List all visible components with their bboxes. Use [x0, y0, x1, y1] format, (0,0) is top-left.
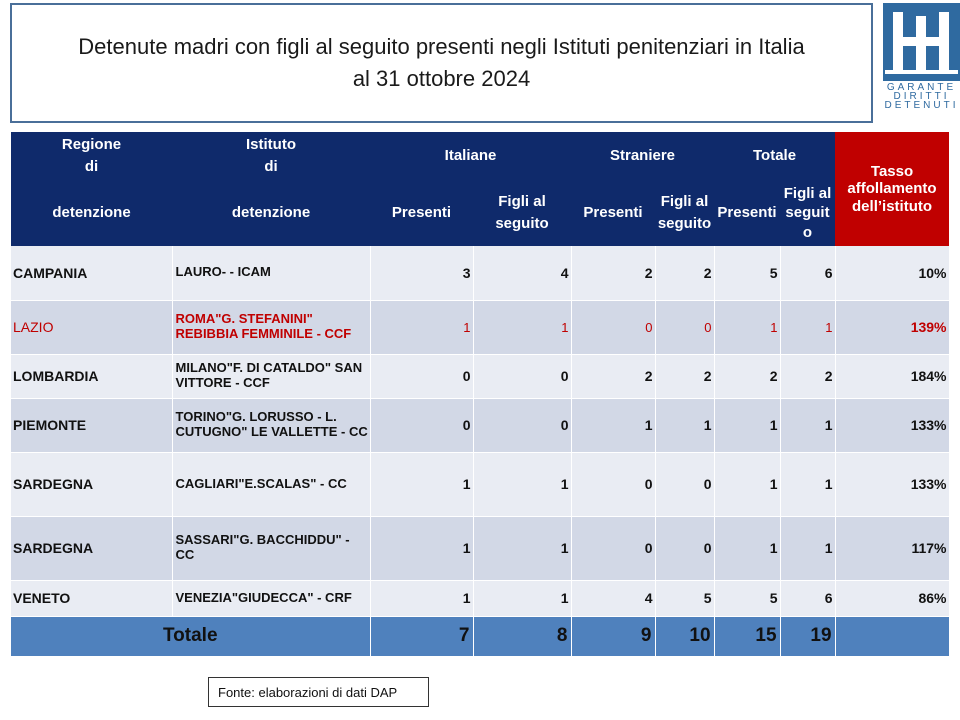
cell-str-figli: 5	[655, 580, 714, 616]
cell-istituto: ROMA"G. STEFANINI" REBIBBIA FEMMINILE - CCF	[172, 300, 370, 354]
header-tot-figli: Figli al seguit o	[780, 180, 835, 246]
header-regione-top: Regione di	[11, 132, 172, 180]
header-regione-bottom: detenzione	[11, 180, 172, 246]
cell-tot-presenti: 5	[714, 246, 780, 300]
logo-text-2: DIRITTI	[893, 91, 950, 102]
cell-str-presenti: 0	[571, 452, 655, 516]
cell-tot-presenti: 1	[714, 516, 780, 580]
detenute-table	[11, 132, 950, 656]
garante-logo-icon	[883, 3, 960, 81]
cell-ita-presenti: 1	[370, 300, 473, 354]
cell-tot-presenti: 2	[714, 354, 780, 398]
cell-ita-presenti: 1	[370, 516, 473, 580]
cell-tasso: 139%	[835, 300, 949, 354]
cell-tot-presenti: 1	[714, 300, 780, 354]
cell-regione: CAMPANIA	[11, 246, 172, 300]
header-str-figli: Figli al seguito	[655, 180, 714, 246]
header-tot-presenti: Presenti	[714, 180, 780, 246]
cell-str-figli: 1	[655, 398, 714, 452]
cell-tot-figli: 1	[780, 398, 835, 452]
cell-ita-figli: 1	[473, 452, 571, 516]
table-row	[11, 398, 949, 452]
page-title-line-2: al 31 ottobre 2024	[352, 66, 531, 91]
cell-ita-presenti: 1	[370, 452, 473, 516]
header-row-1	[11, 132, 949, 180]
table-row	[11, 580, 949, 616]
cell-ita-presenti: 0	[370, 398, 473, 452]
totals-row	[11, 616, 949, 656]
cell-istituto: LAURO- - ICAM	[172, 246, 370, 300]
header-tasso: Tasso affollamento dell’istituto	[835, 132, 949, 246]
cell-regione: VENETO	[11, 580, 172, 616]
table-row	[11, 452, 949, 516]
cell-tot-presenti: 5	[714, 580, 780, 616]
cell-ita-presenti: 0	[370, 354, 473, 398]
cell-istituto: CAGLIARI"E.SCALAS" - CC	[172, 452, 370, 516]
header-row-2	[11, 180, 949, 246]
cell-tot-figli: 2	[780, 354, 835, 398]
total-tot-presenti: 15	[714, 616, 780, 656]
cell-tot-figli: 1	[780, 516, 835, 580]
total-ita-figli: 8	[473, 616, 571, 656]
header-istituto-bottom: detenzione	[172, 180, 370, 246]
header-ita-presenti: Presenti	[370, 180, 473, 246]
cell-ita-figli: 0	[473, 354, 571, 398]
cell-tasso: 184%	[835, 354, 949, 398]
cell-ita-figli: 0	[473, 398, 571, 452]
cell-regione: LOMBARDIA	[11, 354, 172, 398]
logo-text-1: GARANTE	[886, 82, 957, 93]
total-ita-presenti: 7	[370, 616, 473, 656]
cell-regione: LAZIO	[11, 300, 172, 354]
cell-tot-figli: 1	[780, 452, 835, 516]
header-str-presenti: Presenti	[571, 180, 655, 246]
cell-regione: SARDEGNA	[11, 452, 172, 516]
cell-tot-presenti: 1	[714, 398, 780, 452]
cell-regione: SARDEGNA	[11, 516, 172, 580]
header-totale: Totale	[714, 132, 835, 180]
cell-tot-figli: 1	[780, 300, 835, 354]
cell-str-figli: 2	[655, 246, 714, 300]
cell-str-figli: 0	[655, 452, 714, 516]
total-str-figli: 10	[655, 616, 714, 656]
cell-tasso: 10%	[835, 246, 949, 300]
total-tot-figli: 19	[780, 616, 835, 656]
cell-ita-figli: 1	[473, 580, 571, 616]
cell-istituto: MILANO"F. DI CATALDO" SAN VITTORE - CCF	[172, 354, 370, 398]
cell-tot-figli: 6	[780, 246, 835, 300]
cell-tasso: 117%	[835, 516, 949, 580]
table-row	[11, 246, 949, 300]
cell-str-figli: 2	[655, 354, 714, 398]
cell-ita-presenti: 3	[370, 246, 473, 300]
source-note: Fonte: elaborazioni di dati DAP	[208, 677, 429, 707]
table-row	[11, 516, 949, 580]
cell-str-presenti: 0	[571, 300, 655, 354]
cell-str-presenti: 2	[571, 246, 655, 300]
cell-ita-figli: 1	[473, 300, 571, 354]
cell-str-presenti: 2	[571, 354, 655, 398]
table-row	[11, 300, 949, 354]
totals-label: Totale	[11, 616, 370, 656]
cell-istituto: SASSARI"G. BACCHIDDU" - CC	[172, 516, 370, 580]
cell-str-figli: 0	[655, 516, 714, 580]
header-straniere: Straniere	[571, 132, 714, 180]
cell-ita-figli: 1	[473, 516, 571, 580]
cell-str-figli: 0	[655, 300, 714, 354]
total-str-presenti: 9	[571, 616, 655, 656]
title-box	[10, 3, 873, 123]
header-istituto-top: Istituto di	[172, 132, 370, 180]
cell-tasso: 86%	[835, 580, 949, 616]
cell-istituto: VENEZIA"GIUDECCA" - CRF	[172, 580, 370, 616]
table-row	[11, 354, 949, 398]
cell-str-presenti: 4	[571, 580, 655, 616]
header-ita-figli: Figli al seguito	[473, 180, 571, 246]
cell-istituto: TORINO"G. LORUSSO - L. CUTUGNO" LE VALLETTE - CC	[172, 398, 370, 452]
cell-regione: PIEMONTE	[11, 398, 172, 452]
cell-tasso: 133%	[835, 452, 949, 516]
cell-str-presenti: 0	[571, 516, 655, 580]
cell-tot-figli: 6	[780, 580, 835, 616]
garante-logo	[883, 3, 960, 111]
header-italiane: Italiane	[370, 132, 571, 180]
cell-str-presenti: 1	[571, 398, 655, 452]
cell-tasso: 133%	[835, 398, 949, 452]
cell-tot-presenti: 1	[714, 452, 780, 516]
total-tasso-empty	[835, 616, 949, 656]
cell-ita-figli: 4	[473, 246, 571, 300]
cell-ita-presenti: 1	[370, 580, 473, 616]
logo-text-3: DETENUTI	[884, 100, 959, 111]
page-title-line-1: Detenute madri con figli al seguito presenti negli Istituti penitenziari in Italia	[78, 34, 805, 60]
